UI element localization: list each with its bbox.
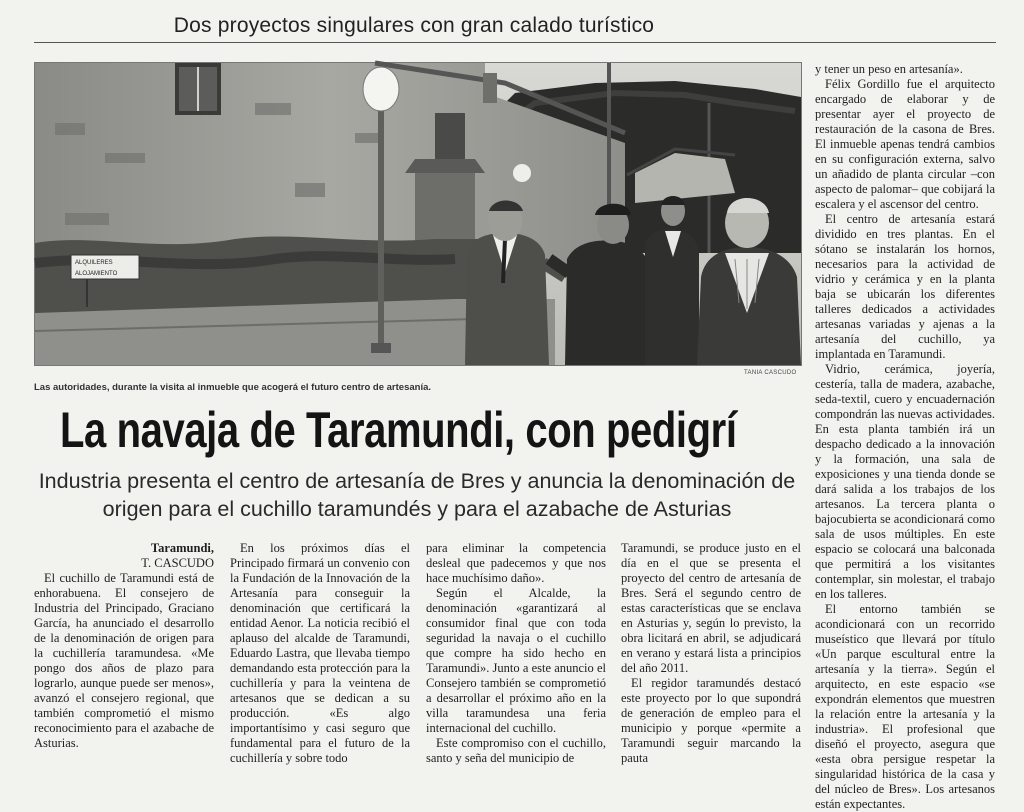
paragraph: Taramundi, se produce justo en el día en el que se presenta el proyecto del centro de artesanía de Bres. Será el segundo centro de estas características que se enclava en Asturias y, según lo previsto, la obra licitará en abril, se adjudicará en verano y estará lista a principios del año 2011. — [621, 541, 801, 675]
subheadline: Industria presenta el centro de artesanía de Bres y anuncia la denominación de origen para el cuchillo taramundés y para el azabache de Asturias — [38, 469, 796, 521]
article-column-2 — [230, 541, 410, 765]
article-column-5 — [815, 62, 995, 811]
paragraph: El cuchillo de Taramundi está de enhorabuena. El consejero de Industria del Principado, Graciano García, ha anunciado el desarrollo de la denominación de origen para la cuchillería taramundesa. «Me pongo dos años de plazo para lograrlo, aunque puede ser menos», avanzó el consejero regional, que también comprometió el mismo reconocimiento para el azabache de Asturias. — [34, 571, 214, 750]
photo-caption: Las autoridades, durante la visita al inmueble que acogerá el futuro centro de artesanía. — [34, 382, 432, 393]
paragraph: Vidrio, cerámica, joyería, cestería, talla de madera, azabache, seda-textil, cuero y encuadernación compondrán las nuevas actividades. En esta planta también irá un despacho dedicado a la innovación y la formación, una sala de exposiciones y una tienda donde se dará salida a los trabajos de los artesanos. La tercera planta o bajocubierta se acondicionará como sala de usos múltiples. En este espacio se colocará una balconada que permitirá a los visitantes contemplar, sin molestar, el trabajo en los talleres. — [815, 362, 995, 601]
section-kicker: Dos proyectos singulares con gran calado turístico — [173, 14, 655, 37]
byline-author: T. CASCUDO — [141, 556, 214, 570]
paragraph: El entorno también se acondicionará con un recorrido museístico que llevará por título «Un parque escultural entre la artesanía y la tierra». Según el arquitecto, en este espacio «se expondrán elementos que muestren la relación entre la artesanía y la industria». El profesional que diseñó el proyecto, asegura que «esta obra persigue respetar la singularidad histórica de la casa y del núcleo de Bres». Los artesanos están expectantes. — [815, 602, 995, 811]
paragraph: Según el Alcalde, la denominación «garantizará al consumidor final que con toda seguridad la navaja o el cuchillo que compre ha sido hecho en Taramundi». Junto a este anuncio el Consejero también se comprometió a desarrollar el próximo año en la villa taramundesa una feria internacional del cuchillo. — [426, 586, 606, 735]
news-photo — [34, 62, 802, 366]
sign-text-2: ALOJAMIENTO — [75, 271, 118, 277]
kicker-rule — [34, 42, 996, 43]
paragraph: para eliminar la competencia desleal que padecemos y que nos hace muchísimo daño». — [426, 541, 606, 585]
paragraph: y tener un peso en artesanía». — [815, 62, 963, 76]
sign-text-1: ALQUILERES — [75, 260, 113, 266]
dateline — [34, 541, 214, 571]
article-column-4 — [621, 541, 801, 765]
headline: La navaja de Taramundi, con pedigrí — [60, 402, 737, 458]
paragraph: El centro de artesanía estará dividido en tres plantas. En el sótano se instalarán los hornos, necesarios para la actividad de vidrio y cerámica y en la planta baja se ubicarán los diferentes talleres dedicados a actividades artesanas variadas y ajenas a la artesanía del cuchillo, ya implantada en Taramundi. — [815, 212, 995, 361]
paragraph: Félix Gordillo fue el arquitecto encargado de elaborar y de presentar ayer el proyecto de restauración de la casona de Bres. El inmueble apenas tendrá cambios en su configuración externa, salvo un añadido de planta circular –con aspecto de palomar– que cobijará la escalera y el ascensor del centro. — [815, 77, 995, 211]
article-column-1 — [34, 541, 214, 751]
paragraph: Este compromiso con el cuchillo, santo y seña del municipio de — [426, 736, 606, 765]
photo-illustration — [35, 63, 801, 365]
photo-credit: TANIA CASCUDO — [744, 370, 797, 376]
paragraph: En los próximos días el Principado firmará un convenio con la Fundación de la Innovación de la Artesanía para conseguir la denominación que certificará la entidad Aenor. La noticia recibió el aplauso del alcalde de Taramundi, Eduardo Lastra, que llevaba tiempo demandando esta protección para la cuchillería y para la veintena de artesanos que se dedican a su producción. «Es algo importantísimo y casi seguro que fundamental para el futuro de la cuchillería y sobre todo — [230, 541, 410, 765]
article-column-3 — [426, 541, 606, 765]
dateline-place: Taramundi, — [150, 541, 214, 555]
paragraph: El regidor taramundés destacó este proyecto por lo que supondrá de generación de empleo para el municipio y porque «permite a Taramundi seguir marcando la pauta — [621, 676, 801, 765]
